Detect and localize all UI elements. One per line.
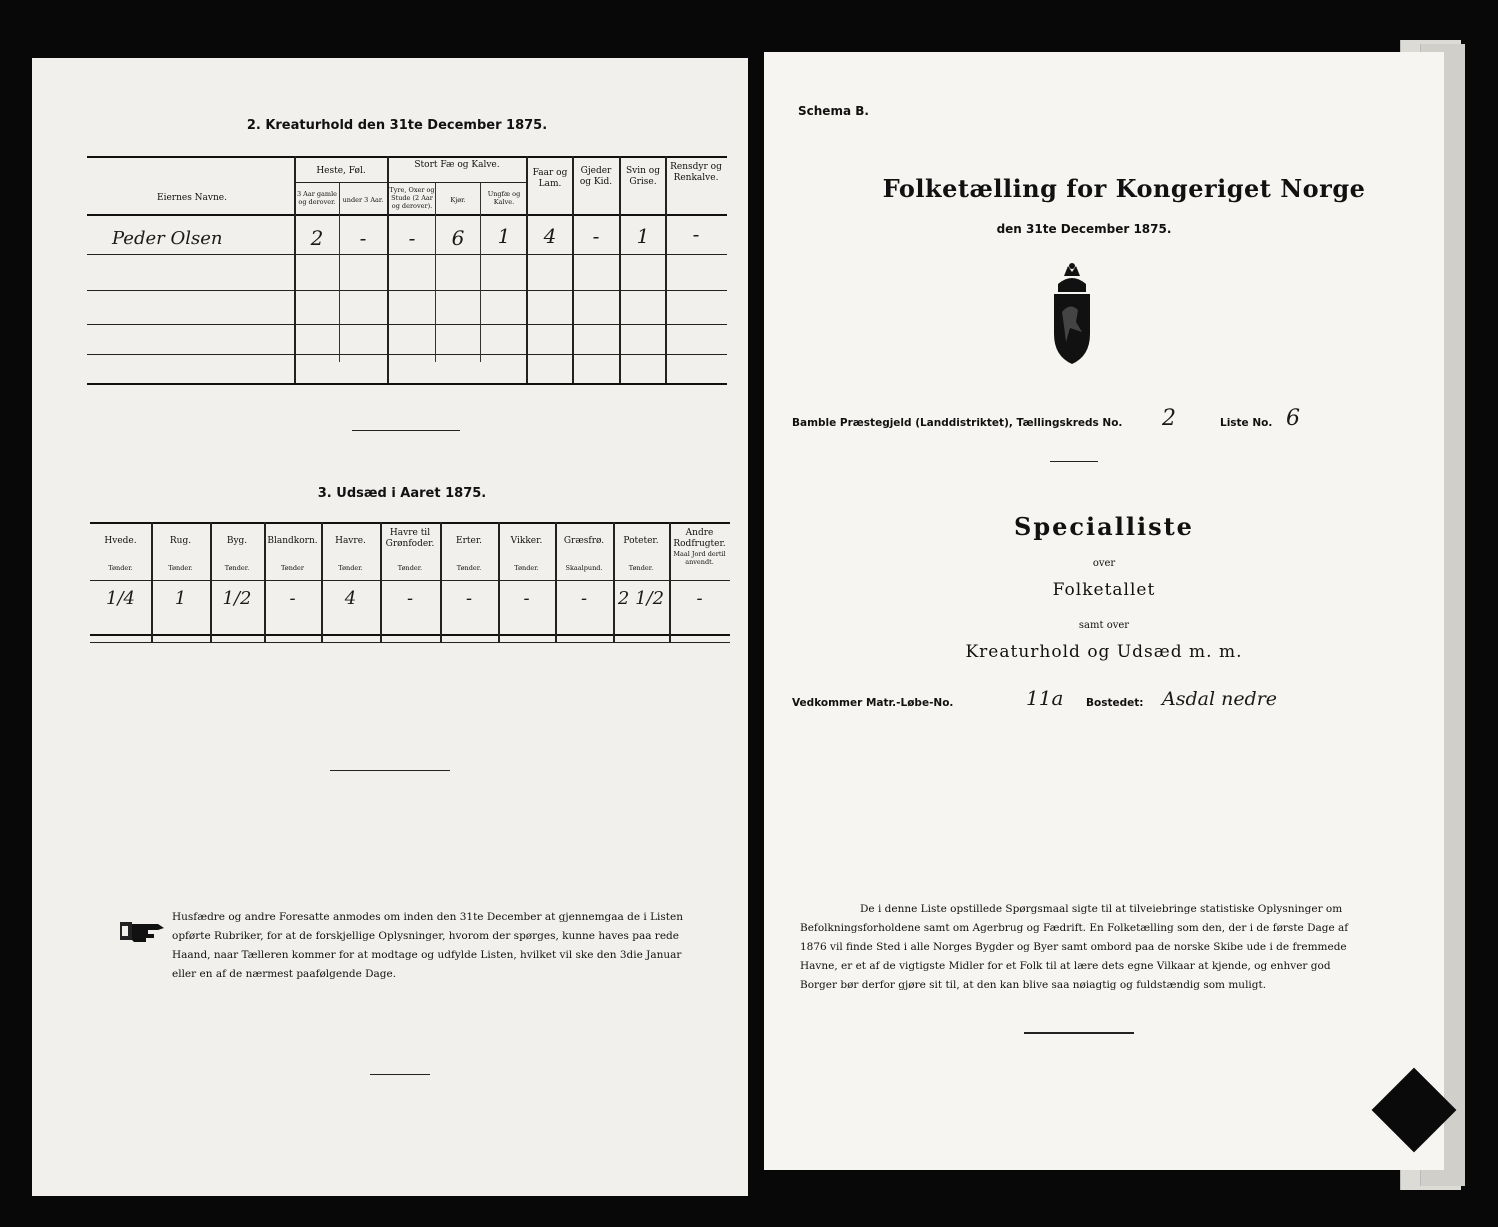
udsaed-col-unit: Tønder. xyxy=(168,564,193,572)
matr-label: Vedkommer Matr.-Løbe-No. xyxy=(792,697,954,709)
gjeder-value: - xyxy=(592,224,600,248)
samt-over-text: samt over xyxy=(1078,620,1130,631)
udsaed-value: - xyxy=(523,588,530,609)
udsaed-value: - xyxy=(406,588,414,609)
udsaed-col-header: Græsfrø. xyxy=(563,536,605,546)
heste-a-value: 2 xyxy=(310,226,324,250)
separator xyxy=(370,1074,430,1075)
udsaed-col-unit: Skaalpund. xyxy=(565,564,603,572)
col-rensdyr-header: Rensdyr og Renkalve. xyxy=(670,162,722,183)
udsaed-col-unit: Tønder. xyxy=(397,564,423,572)
separator xyxy=(330,770,450,771)
udsaed-value: - xyxy=(289,588,296,609)
liste-number: 6 xyxy=(1286,406,1300,431)
udsaed-col-header: Havre til Grønfoder. xyxy=(385,528,435,549)
udsaed-col-header: Havre. xyxy=(335,536,366,546)
rensdyr-value: - xyxy=(692,222,700,246)
separator xyxy=(1050,461,1098,462)
kjor-value: 6 xyxy=(451,226,465,250)
udsaed-col-unit: Maal Jord dertil anvendt. xyxy=(673,550,726,566)
purpose-footnote: De i denne Liste opstillede Spørgsmaal sigte til at tilveiebringe statistiske Oplysninger om Befolkningsforholdene samt om Agerbrug og Fædrift. En Folketælling som den, der i de første Dage af 1876 vil finde Sted i alle Norges Bygder og Byer samt ombord paa de norske Skibe ude i de fremmede Havne, er et af de vigtigste Midler for et Folk til at lære dets egne Vilkaar at kjende, og enhver god Borger bør derfor gjøre sit til, at den kan blive saa nøiagtig og fuldstændig som muligt. xyxy=(800,903,1349,991)
col-stort-c: Ungfæ og Kalve. xyxy=(487,190,521,206)
bosted-value: Asdal nedre xyxy=(1162,688,1278,710)
col-owner-header: Eiernes Navne. xyxy=(157,193,227,203)
udsaed-col-header: Blandkorn. xyxy=(267,536,318,546)
udsaed-value: 1/2 xyxy=(222,588,252,609)
separator xyxy=(352,430,460,431)
norway-coat-of-arms-icon xyxy=(1040,262,1104,368)
col-stort-header: Stort Fæ og Kalve. xyxy=(414,160,500,170)
col-stort-b: Kjør. xyxy=(450,196,466,204)
district-label: Bamble Præstegjeld (Landdistriktet), Tællingskreds No. xyxy=(792,417,1123,429)
heste-b-value: - xyxy=(359,226,367,250)
col-faar-header: Faar og Lam. xyxy=(532,168,568,189)
udsaed-col-unit: Tønder xyxy=(280,564,305,572)
over-text-1: over xyxy=(1092,558,1116,569)
bosted-label: Bostedet: xyxy=(1086,697,1144,709)
udsaed-value: - xyxy=(465,588,473,609)
svin-value: 1 xyxy=(636,224,650,248)
udsaed-col-unit: Tønder. xyxy=(108,564,133,572)
liste-label: Liste No. xyxy=(1220,417,1273,429)
main-title: Folketælling for Kongeriget Norge xyxy=(882,174,1366,203)
instructions-footnote: Husfædre og andre Foresatte anmodes om inden den 31te December at gjennemgaa de i Listen opførte Rubriker, for at de forskjellige Oplysninger, hvorom der spørges, kunne haves paa rede Haand, naar Tælleren kommer for at modtage og udfylde Listen, hvilket vil ske den 3die Januar eller en af de nærmest paafølgende Dage. xyxy=(172,911,683,980)
col-gjeder-header: Gjeder og Kid. xyxy=(579,166,613,187)
udsaed-col-unit: Tønder. xyxy=(628,564,654,572)
udsaed-value: 4 xyxy=(344,588,357,609)
udsaed-col-unit: Tønder. xyxy=(224,564,250,572)
udsaed-col-header: Andre Rodfrugter. xyxy=(673,528,726,549)
specialliste-heading: Specialliste xyxy=(1014,512,1194,541)
right-page xyxy=(764,52,1444,1170)
kreaturhold-heading: Kreaturhold og Udsæd m. m. xyxy=(965,642,1243,662)
separator xyxy=(1024,1032,1134,1034)
col-heste-header: Heste, Føl. xyxy=(316,166,366,176)
udsaed-col-unit: Tønder. xyxy=(456,564,482,572)
col-stort-a: Tyre, Oxer og Stude (2 Aar og derover). xyxy=(389,186,435,210)
udsaed-col-unit: Tønder. xyxy=(514,564,539,572)
udsaed-value: 2 1/2 xyxy=(617,588,665,609)
udsaed-value: - xyxy=(580,588,588,609)
pointing-hand-icon xyxy=(118,918,168,946)
ungfae-value: 1 xyxy=(497,224,511,248)
udsaed-col-header: Rug. xyxy=(169,536,192,546)
matr-value: 11a xyxy=(1026,686,1064,710)
udsaed-col-unit: Tønder. xyxy=(338,564,363,572)
col-heste-b: under 3 Aar. xyxy=(342,196,384,204)
owner-name: Peder Olsen xyxy=(112,228,223,249)
udsaed-col-header: Erter. xyxy=(456,536,482,546)
udsaed-col-header: Vikker. xyxy=(510,536,543,546)
udsaed-value: 1/4 xyxy=(106,588,135,609)
col-heste-a: 3 Aar gamle og derover. xyxy=(296,190,338,206)
udsaed-value: 1 xyxy=(174,588,187,609)
folketallet-heading: Folketallet xyxy=(1052,580,1156,600)
left-page xyxy=(32,58,748,1196)
section3-title: 3. Udsæd i Aaret 1875. xyxy=(317,486,487,501)
schema-label: Schema B. xyxy=(798,104,869,118)
udsaed-col-header: Byg. xyxy=(226,536,248,546)
census-date: den 31te December 1875. xyxy=(996,222,1172,236)
district-number: 2 xyxy=(1162,406,1176,431)
udsaed-col-header: Poteter. xyxy=(623,536,659,546)
col-svin-header: Svin og Grise. xyxy=(626,166,660,187)
section2-title: 2. Kreaturhold den 31te December 1875. xyxy=(246,118,548,133)
udsaed-col-header: Hvede. xyxy=(104,536,137,546)
udsaed-value: - xyxy=(696,588,703,609)
faar-value: 4 xyxy=(543,224,557,248)
stort-a-value: - xyxy=(408,226,416,250)
